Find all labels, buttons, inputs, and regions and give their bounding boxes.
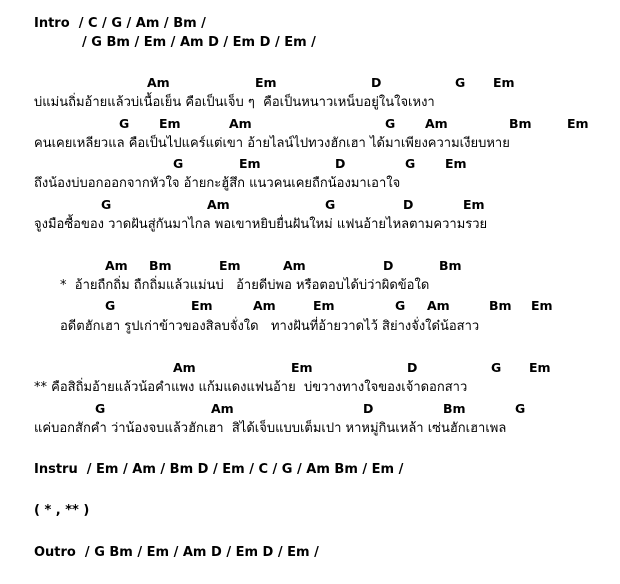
chord: Em [239, 156, 261, 171]
chord: Em [313, 298, 335, 313]
lyric-line: * อ้ายถืกถิ่ม ถืกถิ่มแล้วแม่นบ่ อ้ายดีบ่พอ หรือตอบได้บ่ว่าผิดข้อใด [60, 278, 430, 293]
chord: Em [567, 116, 589, 131]
lyric-line: คนเคยเหลียวแล คือเป็นไปแคร์แต่เขา อ้ายไลน์ไปทวงฮักเฮา ได้มาเพียงความเงียบหาย [34, 136, 510, 151]
chord: Em [191, 298, 213, 313]
chord: G [325, 197, 336, 212]
chord: Bm [439, 258, 462, 273]
intro-line-2: / G Bm / Em / Am D / Em D / Em / [82, 35, 316, 50]
lyric-line: จูงมือซื้อของ วาดฝันสู่กันมาไกล พอเขาหยิบยื่นฝันใหม่ แฟนอ้ายไหลตามความรวย [34, 217, 488, 232]
chord: Am [427, 298, 450, 313]
chord: G [515, 401, 526, 416]
repeat-line: ( * , ** ) [34, 503, 90, 518]
chord: Am [105, 258, 128, 273]
chord: G [105, 298, 116, 313]
chord: D [371, 75, 382, 90]
chord: G [101, 197, 112, 212]
chord: Em [255, 75, 277, 90]
chord: G [95, 401, 106, 416]
chord: Bm [509, 116, 532, 131]
chord: Bm [443, 401, 466, 416]
chord: D [335, 156, 346, 171]
chord: Em [493, 75, 515, 90]
chord: D [407, 360, 418, 375]
lyric-line: บ่แม่นถิ่มอ้ายแล้วบ่เนื้อเย็น คือเป็นเจ็บ ๆ คือเป็นหนาวเหน็บอยู่ในใจเหงา [34, 95, 435, 110]
chord: Em [445, 156, 467, 171]
chord: G [173, 156, 184, 171]
chord: D [403, 197, 414, 212]
chord: Am [147, 75, 170, 90]
chord: Am [207, 197, 230, 212]
chord: Am [425, 116, 448, 131]
chord: G [405, 156, 416, 171]
chord: G [385, 116, 396, 131]
chord: Em [159, 116, 181, 131]
chord: Am [253, 298, 276, 313]
intro-line-1: Intro / C / G / Am / Bm / [34, 16, 206, 31]
chord: G [395, 298, 406, 313]
chord: G [491, 360, 502, 375]
chord: Am [229, 116, 252, 131]
chord: G [455, 75, 466, 90]
chord: D [383, 258, 394, 273]
chord: Bm [489, 298, 512, 313]
lyric-line: ถึงน้องบ่บอกออกจากหัวใจ อ้ายกะฮู้สึก แนวคนเคยถืกน้องมาเอาใจ [34, 176, 401, 191]
chord: D [363, 401, 374, 416]
lyric-line: ** คือสิถิ่มอ้ายแล้วน้อคำแพง แก้มแดงแฟนอ้าย บ่ขวางทางใจของเจ้าดอกสาว [34, 380, 468, 395]
chord: Am [211, 401, 234, 416]
chord: Em [219, 258, 241, 273]
chord: Bm [149, 258, 172, 273]
chord: Em [531, 298, 553, 313]
instru-line: Instru / Em / Am / Bm D / Em / C / G / Am Bm / Em / [34, 462, 404, 477]
chord: Em [529, 360, 551, 375]
chord: Am [283, 258, 306, 273]
chord: Em [291, 360, 313, 375]
outro-line: Outro / G Bm / Em / Am D / Em D / Em / [34, 545, 319, 560]
chord: Em [463, 197, 485, 212]
chord: Am [173, 360, 196, 375]
chord: G [119, 116, 130, 131]
lyric-line: อดีตฮักเฮา รูปเก่าข้าวของสิลบจั่งใด ทางฝันที่อ้ายวาดไว้ สิย่างจั่งใด๋น้อสาว [60, 319, 480, 334]
lyric-line: แค่บอกสักคำ ว่าน้องจบแล้วฮักเฮา สิได้เจ็บแบบเต็มเปา หาหมู่กินเหล้า เซ่นฮักเฮาเพล [34, 421, 507, 436]
